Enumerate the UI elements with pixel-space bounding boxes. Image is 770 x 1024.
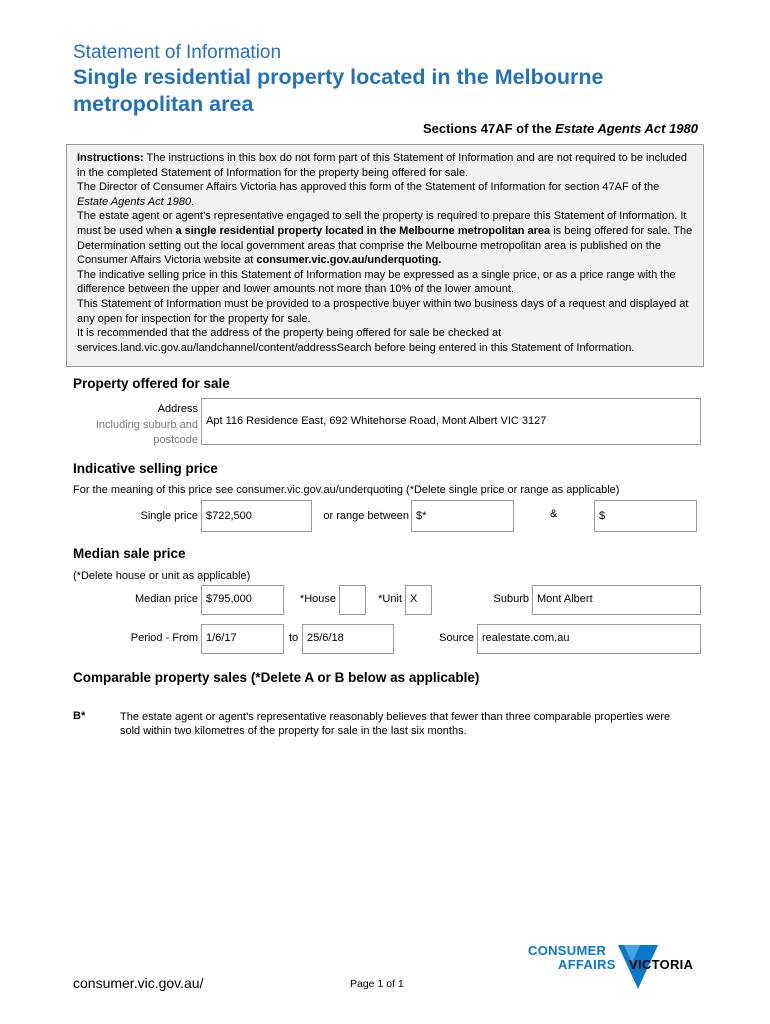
sections-act: Estate Agents Act 1980 (555, 121, 698, 136)
logo-victoria: VICTORIA (629, 957, 694, 972)
instructions-p4: The indicative selling price in this Statement of Information may be expressed as a single price, or as a price range with the difference between the upper and lower amounts not more than 10% of the lower amount. (77, 268, 676, 296)
property-heading: Property offered for sale (73, 376, 230, 391)
address-sublabel-1: Including suburb and (95, 418, 198, 431)
comparable-heading: Comparable property sales (*Delete A or B below as applicable) (73, 670, 480, 685)
house-field[interactable] (339, 585, 366, 615)
option-b-text: The estate agent or agent’s representative reasonably believes that fewer than three comparable properties were sold within two kilometres of the property for sale in the last six months. (120, 711, 671, 737)
instructions-label: Instructions: (77, 152, 144, 164)
sections-reference (423, 121, 698, 136)
instructions-p3-bold: a single residential property located in the Melbourne metropolitan area (175, 224, 551, 237)
instructions-p2: The Director of Consumer Affairs Victoria has approved this form of the Statement of Information for section 47AF of the (77, 181, 660, 194)
option-b-label: B* (73, 710, 86, 722)
consumer-affairs-victoria-logo (528, 943, 708, 993)
median-note: (*Delete house or unit as applicable) (73, 570, 251, 582)
address-label: Address (157, 403, 198, 415)
suburb-field[interactable]: Mont Albert (532, 585, 701, 615)
range-low-field[interactable]: $* (411, 500, 514, 532)
logo-affairs: AFFAIRS (558, 957, 616, 972)
period-to-label: to (289, 632, 299, 644)
instructions-p3-cont: is being offered for sale. The Determination setting out the local government areas that comprise the Melbourne metropolitan area is published on the Consumer Affairs Victoria website at (77, 224, 693, 267)
range-ampersand: & (550, 508, 558, 520)
indicative-price-heading: Indicative selling price (73, 461, 218, 476)
instructions-p5: This Statement of Information must be provided to a prospective buyer within two business days of a request and displayed at any open for inspection for the property for sale. (77, 297, 689, 325)
period-from-field[interactable]: 1/6/17 (201, 624, 284, 654)
page-number: Page 1 of 1 (350, 978, 404, 990)
single-price-field[interactable]: $722,500 (201, 500, 312, 532)
sections-prefix: Sections 47AF of the (422, 121, 552, 136)
unit-field[interactable]: X (405, 585, 432, 615)
instructions-p2-end: . (191, 195, 195, 208)
instructions-p6: It is recommended that the address of the property being offered for sale be checked at services.land.vic.gov.au/landchannel/content/addressSearch before being entered in this Statement of Information. (77, 327, 635, 354)
instructions-box (66, 144, 704, 367)
instructions-act: Estate Agents Act 1980 (77, 195, 192, 208)
address-label-block (60, 402, 198, 449)
median-price-label: Median price (135, 593, 198, 605)
logo-consumer: CONSUMER (528, 943, 607, 958)
median-heading: Median sale price (73, 546, 186, 561)
address-field[interactable]: Apt 116 Residence East, 692 Whitehorse Road, Mont Albert VIC 3127 (201, 398, 701, 445)
median-price-field[interactable]: $795,000 (201, 585, 284, 615)
suburb-label: Suburb (493, 593, 529, 605)
source-field[interactable]: realestate.com.au (477, 624, 701, 654)
underquoting-link[interactable]: consumer.vic.gov.au/underquoting. (256, 254, 442, 267)
range-high-field[interactable]: $ (594, 500, 697, 532)
range-label: or range between (323, 510, 409, 522)
source-label: Source (439, 632, 474, 644)
address-sublabel-2: postcode (153, 434, 198, 446)
document-subtitle: Statement of Information (73, 42, 282, 63)
instructions-p1: The instructions in this box do not form part of this Statement of Information and are not required to be included in the completed Statement of Information for the property being offered for sale. (77, 152, 688, 179)
house-label: *House (299, 593, 336, 605)
single-price-label: Single price (140, 510, 198, 522)
period-from-label: Period - From (130, 632, 198, 644)
instructions-p3: The estate agent or agent’s representative engaged to sell the property is required to prepare this Statement of Information. It must be used when (77, 210, 687, 237)
document-title: Single residential property located in the Melbourne metropolitan area (73, 65, 604, 116)
footer-url[interactable]: consumer.vic.gov.au/ (73, 975, 204, 991)
period-to-field[interactable]: 25/6/18 (302, 624, 394, 654)
unit-label: *Unit (378, 593, 402, 605)
indicative-price-note: For the meaning of this price see consumer.vic.gov.au/underquoting (*Delete single price or range as applicable) (73, 484, 620, 496)
